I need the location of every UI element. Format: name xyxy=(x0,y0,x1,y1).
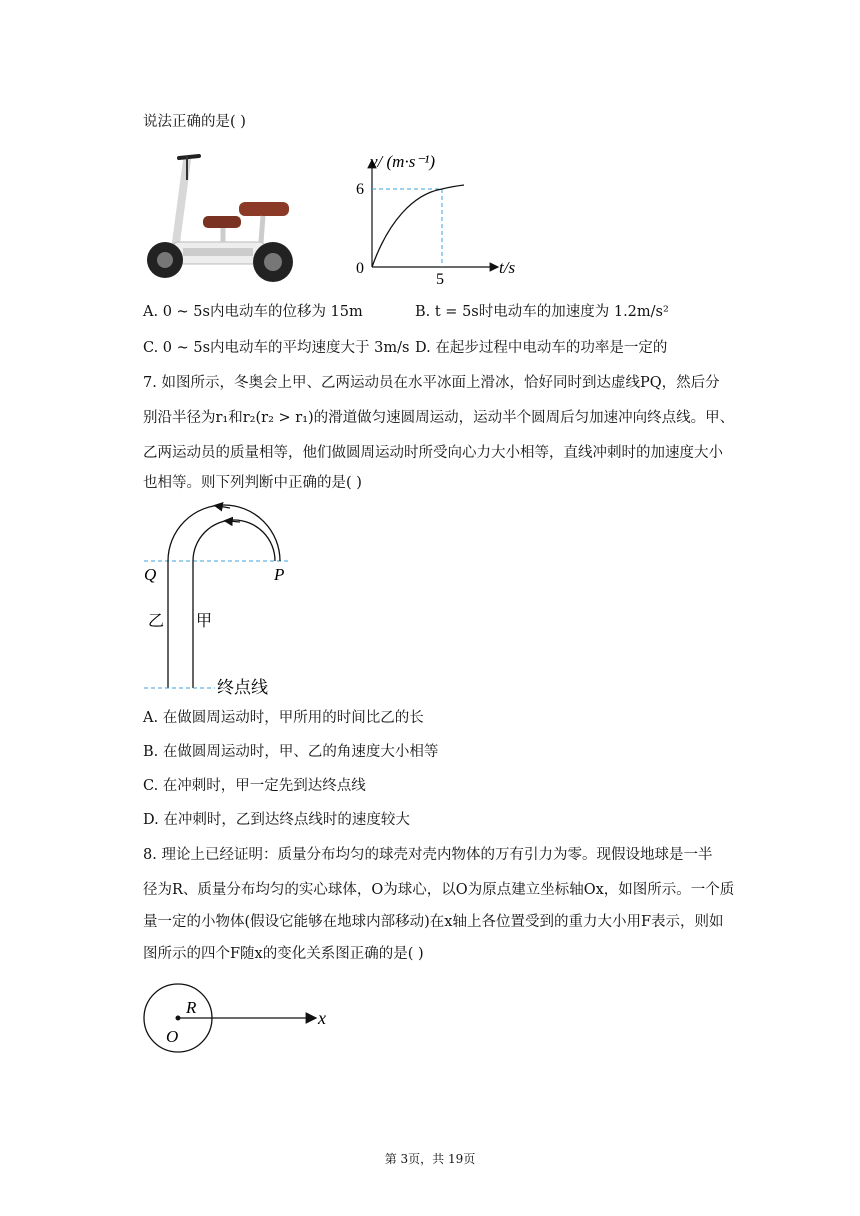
q7-option-c: C. 在冲刺时，甲一定先到达终点线 xyxy=(143,778,366,794)
q7-stem-line-3: 乙两运动员的质量相等，他们做圆周运动时所受向心力大小相等，直线冲刺时的加速度大小 xyxy=(143,445,723,461)
label-x: x xyxy=(318,1008,326,1028)
q7-option-b: B. 在做圆周运动时，甲、乙的角速度大小相等 xyxy=(143,744,439,760)
label-r: R xyxy=(186,998,197,1017)
label-finish-line: 终点线 xyxy=(217,678,268,697)
x-axis-label: t/s xyxy=(499,258,516,277)
q7-option-d: D. 在冲刺时，乙到达终点线时的速度较大 xyxy=(143,812,410,828)
q6-option-d: D. 在起步过程中电动车的功率是一定的 xyxy=(415,340,668,356)
q8-stem-line-3: 量一定的小物体(假设它能够在地球内部移动)在x轴上各位置受到的重力大小用F表示，则如 xyxy=(143,914,724,930)
electric-scooter-image xyxy=(143,150,305,285)
q8-stem-line-1: 8. 理论上已经证明：质量分布均匀的球壳对壳内物体的万有引力为零。现假设地球是一半 xyxy=(143,847,713,863)
x-tick-5: 5 xyxy=(436,271,444,284)
velocity-time-graph xyxy=(348,152,528,284)
velocity-curve xyxy=(372,185,464,267)
q7-stem-line-4: 也相等。则下列判断中正确的是( ) xyxy=(143,475,362,491)
q6-option-c: C. 0 ~ 5s内电动车的平均速度大于 3m/s xyxy=(143,340,410,356)
q6-option-b: B. t = 5s时电动车的加速度为 1.2m/s² xyxy=(415,304,669,320)
q8-stem-line-2: 径为R、质量分布均匀的实心球体，O为球心，以O为原点建立坐标轴Ox，如图所示。一个质 xyxy=(143,882,735,898)
label-q: Q xyxy=(144,565,157,584)
origin-label: 0 xyxy=(356,260,364,277)
page-footer: 第 3页，共 19页 xyxy=(384,1152,476,1166)
q6-option-a: A. 0 ~ 5s内电动车的位移为 15m xyxy=(143,304,363,320)
label-p: P xyxy=(274,565,285,584)
label-yi: 乙 xyxy=(148,613,165,630)
inner-track xyxy=(193,520,275,688)
y-axis-label: v/ (m·s⁻¹) xyxy=(370,152,436,171)
earth-sphere-diagram xyxy=(140,982,340,1060)
q6-stem-tail: 说法正确的是( ) xyxy=(143,114,246,130)
q8-stem-line-4: 图所示的四个F随x的变化关系图正确的是( ) xyxy=(143,946,424,962)
skating-track-diagram xyxy=(140,500,290,700)
y-tick-6: 6 xyxy=(356,181,364,198)
q7-stem-line-2: 别沿半径为r₁和r₂(r₂ > r₁)的滑道做匀速圆周运动，运动半个圆周后匀加速冲向终点线。甲、 xyxy=(143,410,735,426)
q7-option-a: A. 在做圆周运动时，甲所用的时间比乙的长 xyxy=(143,710,424,726)
label-jia: 甲 xyxy=(196,613,213,630)
q7-stem-line-1: 7. 如图所示，冬奥会上甲、乙两运动员在水平冰面上滑冰，恰好同时到达虚线PQ，然后分 xyxy=(143,375,720,391)
label-o: O xyxy=(166,1027,179,1046)
